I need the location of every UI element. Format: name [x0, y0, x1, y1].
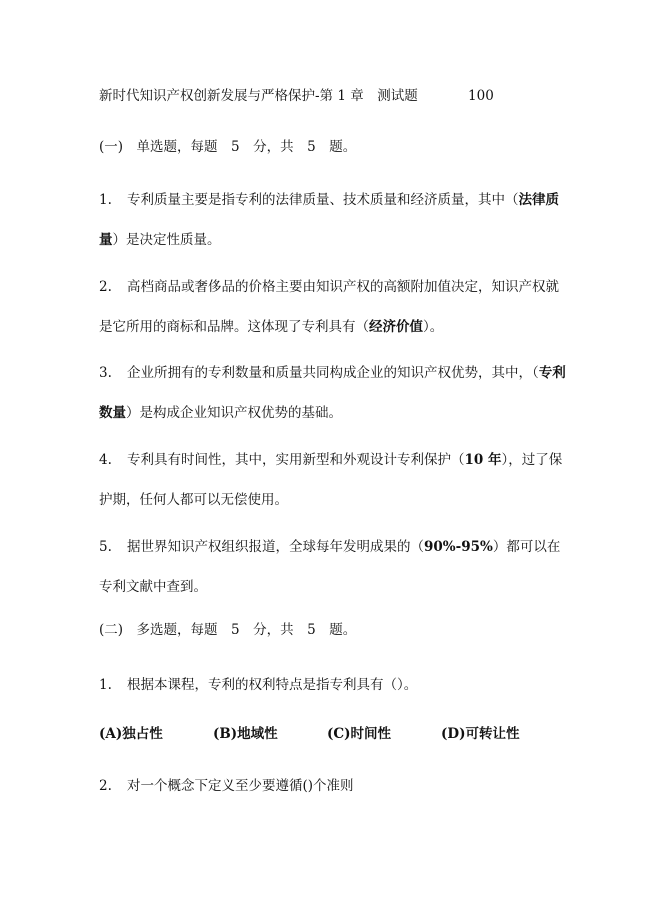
- option-a: (A)独占性: [99, 726, 163, 742]
- single-choice-question-3: [99, 353, 569, 433]
- option-c: (C)时间性: [327, 726, 392, 742]
- answer-text: 专利数量: [99, 365, 566, 421]
- multi-choice-question-2: [99, 776, 354, 796]
- title-text: 新时代知识产权创新发展与严格保护-第 1 章 测试题: [99, 88, 418, 104]
- multi-choice-question-1: [99, 675, 417, 695]
- question-number: 4.: [99, 452, 112, 468]
- question-number: 3.: [99, 365, 112, 381]
- question-number: 1.: [99, 677, 112, 693]
- question-text: 对一个概念下定义至少要遵循()个准则: [127, 778, 354, 794]
- question-text-tail: ）。: [423, 319, 444, 335]
- question-text-tail: ）都可以在专利文献中查到。: [99, 539, 561, 595]
- single-choice-question-2: [99, 267, 569, 347]
- total-score: 100: [468, 88, 494, 104]
- option-d: (D)可转让性: [441, 726, 520, 742]
- page-title: [99, 86, 494, 106]
- question-text: 据世界知识产权组织报道，全球每年发明成果的（: [127, 539, 424, 555]
- single-choice-question-4: [99, 440, 569, 520]
- answer-text: 10 年: [464, 452, 502, 468]
- answer-text: 经济价值: [369, 319, 423, 335]
- question-text-tail: ）是构成企业知识产权优势的基础。: [126, 405, 342, 421]
- question-text: 专利质量主要是指专利的法律质量、技术质量和经济质量，其中（: [127, 192, 519, 208]
- single-choice-question-1: [99, 180, 569, 260]
- question-number: 2.: [99, 778, 112, 794]
- answer-text: 法律质量: [99, 192, 559, 248]
- question-text-tail: ），过了保护期，任何人都可以无偿使用。: [99, 452, 563, 508]
- section-heading-multi-choice: (二) 多选题，每题 5 分，共 5 题。: [99, 622, 357, 638]
- question-text: 企业所拥有的专利数量和质量共同构成企业的知识产权优势，其中，（: [127, 365, 539, 381]
- answer-text: 90%-95%: [424, 539, 493, 555]
- single-choice-question-5: [99, 527, 569, 607]
- question-number: 1.: [99, 192, 112, 208]
- multi-choice-options: [99, 724, 555, 744]
- option-b: (B)地域性: [213, 726, 278, 742]
- question-text: 高档商品或奢侈品的价格主要由知识产权的高额附加值决定，知识产权就是它所用的商标和品牌。这体现了专利具有（: [99, 279, 559, 335]
- section-heading-single-choice: (一) 单选题，每题 5 分，共 5 题。: [99, 139, 357, 155]
- question-text-tail: ）是决定性质量。: [112, 232, 221, 248]
- question-number: 2.: [99, 279, 112, 295]
- question-number: 5.: [99, 539, 112, 555]
- question-text: 根据本课程，专利的权利特点是指专利具有（）。: [127, 677, 418, 693]
- question-text: 专利具有时间性，其中，实用新型和外观设计专利保护（: [127, 452, 465, 468]
